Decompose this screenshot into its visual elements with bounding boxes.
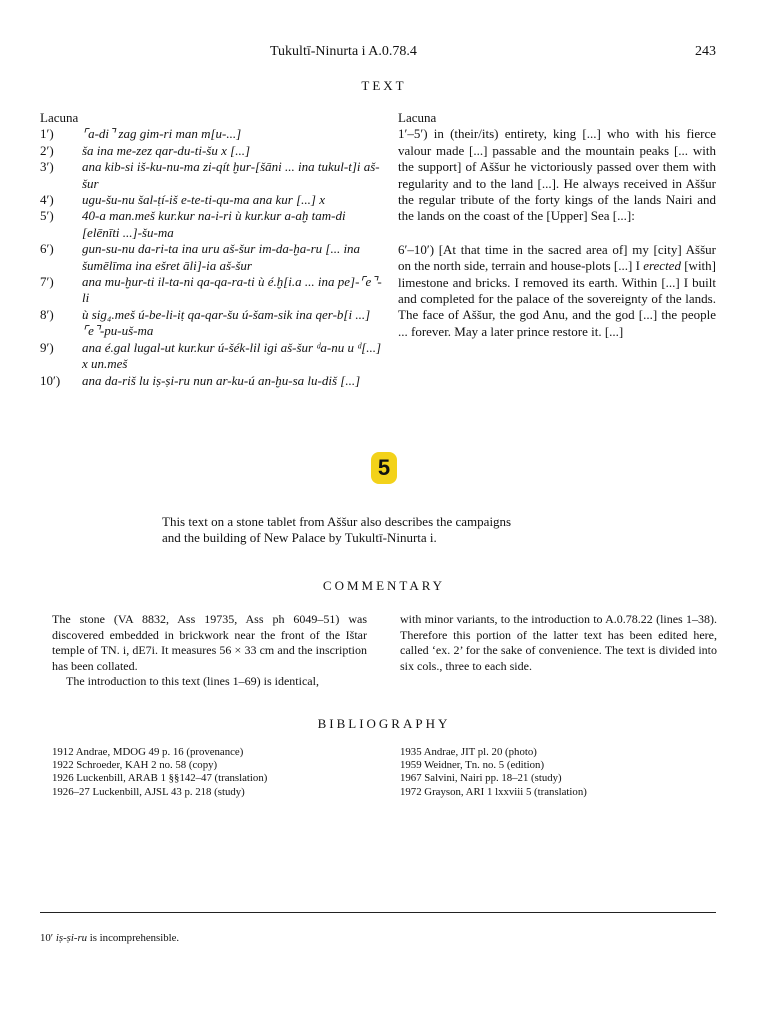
transliteration-line <box>40 307 385 340</box>
footnote <box>40 932 716 944</box>
line-text: ša ina me-zez qar-du-ti-šu x [...] <box>82 142 251 158</box>
bibliography-entry: 1935 Andrae, JIT pl. 20 (photo) <box>400 746 537 758</box>
text-number-badge: 5 <box>371 452 397 484</box>
section-heading-text: TEXT <box>361 78 407 93</box>
line-number: 2′) <box>40 142 54 158</box>
line-text: ana kib-si iš-ku-nu-ma zi-qít ḫur-[šāni ... ina tukul-t]i aš-šur <box>82 159 380 191</box>
line-text: ana mu-ḫur-ti il-ta-ni qa-qa-ra-ti ù é.ḫ[i.a ... ina pe]-⌜e⌝-li <box>82 274 382 306</box>
bibliography-entry: 1912 Andrae, MDOG 49 p. 16 (provenance) <box>52 746 244 758</box>
transliteration-lines <box>40 126 385 389</box>
line-text: ugu-šu-nu šal-ṭí-iš e-te-ti-qu-ma ana kur [...] x <box>82 192 325 208</box>
footnote-divider <box>40 912 716 913</box>
commentary-paragraph-2: The introduction to this text (lines 1–69) is identical, <box>66 674 319 689</box>
transliteration-line <box>40 208 385 241</box>
line-number: 6′) <box>40 241 54 257</box>
line-text: gun-su-nu da-ri-ta ina uru aš-šur im-da-ḫa-ru [... ina šumēlīma ina ešret āli]-ia aš-šur <box>82 241 361 273</box>
commentary-paragraph-3: with minor variants, to the introduction to A.0.78.22 (lines 1–38). Therefore this portion of the latter text has been edited here, called ‘ex. 2’ for the sake of convenience. The text is divided into six cols., three to each side. <box>400 612 717 673</box>
commentary-left-column <box>52 612 367 690</box>
line-number: 3′) <box>40 159 54 175</box>
line-number: 9′) <box>40 339 54 355</box>
translation-lacuna: Lacuna <box>398 110 437 125</box>
bibliography-entry: 1922 Schroeder, KAH 2 no. 58 (copy) <box>52 759 218 772</box>
translation-paragraph-2-a: 6′–10′) [At that time in the sacred area of] my [city] Aššur on the north side, terrain and house-plots [...] I <box>398 241 716 274</box>
bibliography-entry: 1959 Weidner, Tn. no. 5 (edition) <box>400 759 545 772</box>
line-number: 5′) <box>40 208 54 224</box>
translation-paragraph-2-b: [with] limestone and bricks. I removed its earth. Within [...] I built and completed for the palace of the sovereignty of the lands. The face of Aššur, the god Anu, and the god [...] the people ... forever. May a later prince restore it. [...] <box>398 258 716 339</box>
translation-emphasis: erected <box>643 258 681 274</box>
line-number: 10′) <box>40 372 61 388</box>
translation-paragraph-2 <box>398 242 716 340</box>
line-text: ana é.gal lugal-ut kur.kur ú-šék-lil igi aš-šur ᵈa-nu u ᵈ[...] x un.meš <box>82 339 382 372</box>
bibliography-entry: 1967 Salvini, Nairi pp. 18–21 (study) <box>400 772 562 785</box>
text-introduction <box>162 514 622 547</box>
intro-line-1: This text on a stone tablet from Aššur also describes the campaigns <box>162 514 512 529</box>
bibliography-entry: 1926–27 Luckenbill, AJSL 43 p. 218 (study) <box>52 785 245 798</box>
section-heading-bibliography: BIBLIOGRAPHY <box>317 716 451 731</box>
transliteration-line <box>40 274 385 307</box>
translation-column <box>398 110 716 340</box>
footnote-note: is incomprehensible. <box>87 932 180 944</box>
line-number: 8′) <box>40 306 54 322</box>
bibliography-entry: 1926 Luckenbill, ARAB 1 §§142–47 (translation) <box>52 772 268 785</box>
line-text: ana da-riš lu iṣ-ṣi-ru nun ar-ku-ú an-ḫu-sa lu-diš [...] <box>82 372 361 388</box>
commentary-right-column <box>400 612 717 674</box>
line-number: 4′) <box>40 192 54 208</box>
line-text: ⌜a-di⌝ zag gim-ri man m[u-...] <box>82 126 242 142</box>
transliteration-line <box>40 143 385 159</box>
running-head-title: Tukultī-Ninurta i A.0.78.4 <box>270 44 417 59</box>
line-number: 7′) <box>40 274 54 290</box>
bibliography-right-column <box>400 746 730 799</box>
transliteration-line <box>40 241 385 274</box>
line-text: 40-a man.meš kur.kur na-i-ri ù kur.kur a-aḫ tam-di [elēnīti ...]-šu-ma <box>82 208 346 240</box>
transliteration-lacuna: Lacuna <box>40 110 79 125</box>
transliteration-line <box>40 159 385 192</box>
section-heading-commentary: COMMENTARY <box>322 578 446 593</box>
commentary-paragraph-1: The stone (VA 8832, Ass 19735, Ass ph 6049–51) was discovered embedded in brickwork near the front of the Ištar temple of TN. i, dE7i. It measures 56 × 33 cm and the inscription has been collated. <box>52 612 367 673</box>
transliteration-line <box>40 126 385 142</box>
page-number: 243 <box>695 44 716 59</box>
bibliography-entry: 1972 Grayson, ARI 1 lxxviii 5 (translation) <box>400 785 587 798</box>
footnote-ref: 10′ <box>40 932 54 944</box>
footnote-term: iṣ-ṣi-ru <box>55 932 88 944</box>
transliteration-line <box>40 192 385 208</box>
transliteration-line <box>40 340 385 373</box>
transliteration-column <box>40 110 385 389</box>
translation-paragraph-1: 1′–5′) in (their/its) entirety, king [...] who with his fierce valour made [...] passable and the mountain peaks [... with the support] of Aššur he victoriously passed over them with regularity and to the land [...]. He always received in Aššur the regular tribute of the forty kings of the lands Nairi and the lands on the coast of the [Upper] Sea [...]: <box>398 126 716 224</box>
intro-line-2: and the building of New Palace by Tukultī-Ninurta i. <box>162 530 437 546</box>
bibliography-left-column <box>52 746 382 799</box>
line-number: 1′) <box>40 126 54 142</box>
line-text: ù sig₄.meš ú-be-li-iṭ qa-qar-šu ú-šam-sik ina qer-b[i ...] ⌜e⌝-pu-uš-ma <box>82 306 371 339</box>
transliteration-line <box>40 373 385 389</box>
